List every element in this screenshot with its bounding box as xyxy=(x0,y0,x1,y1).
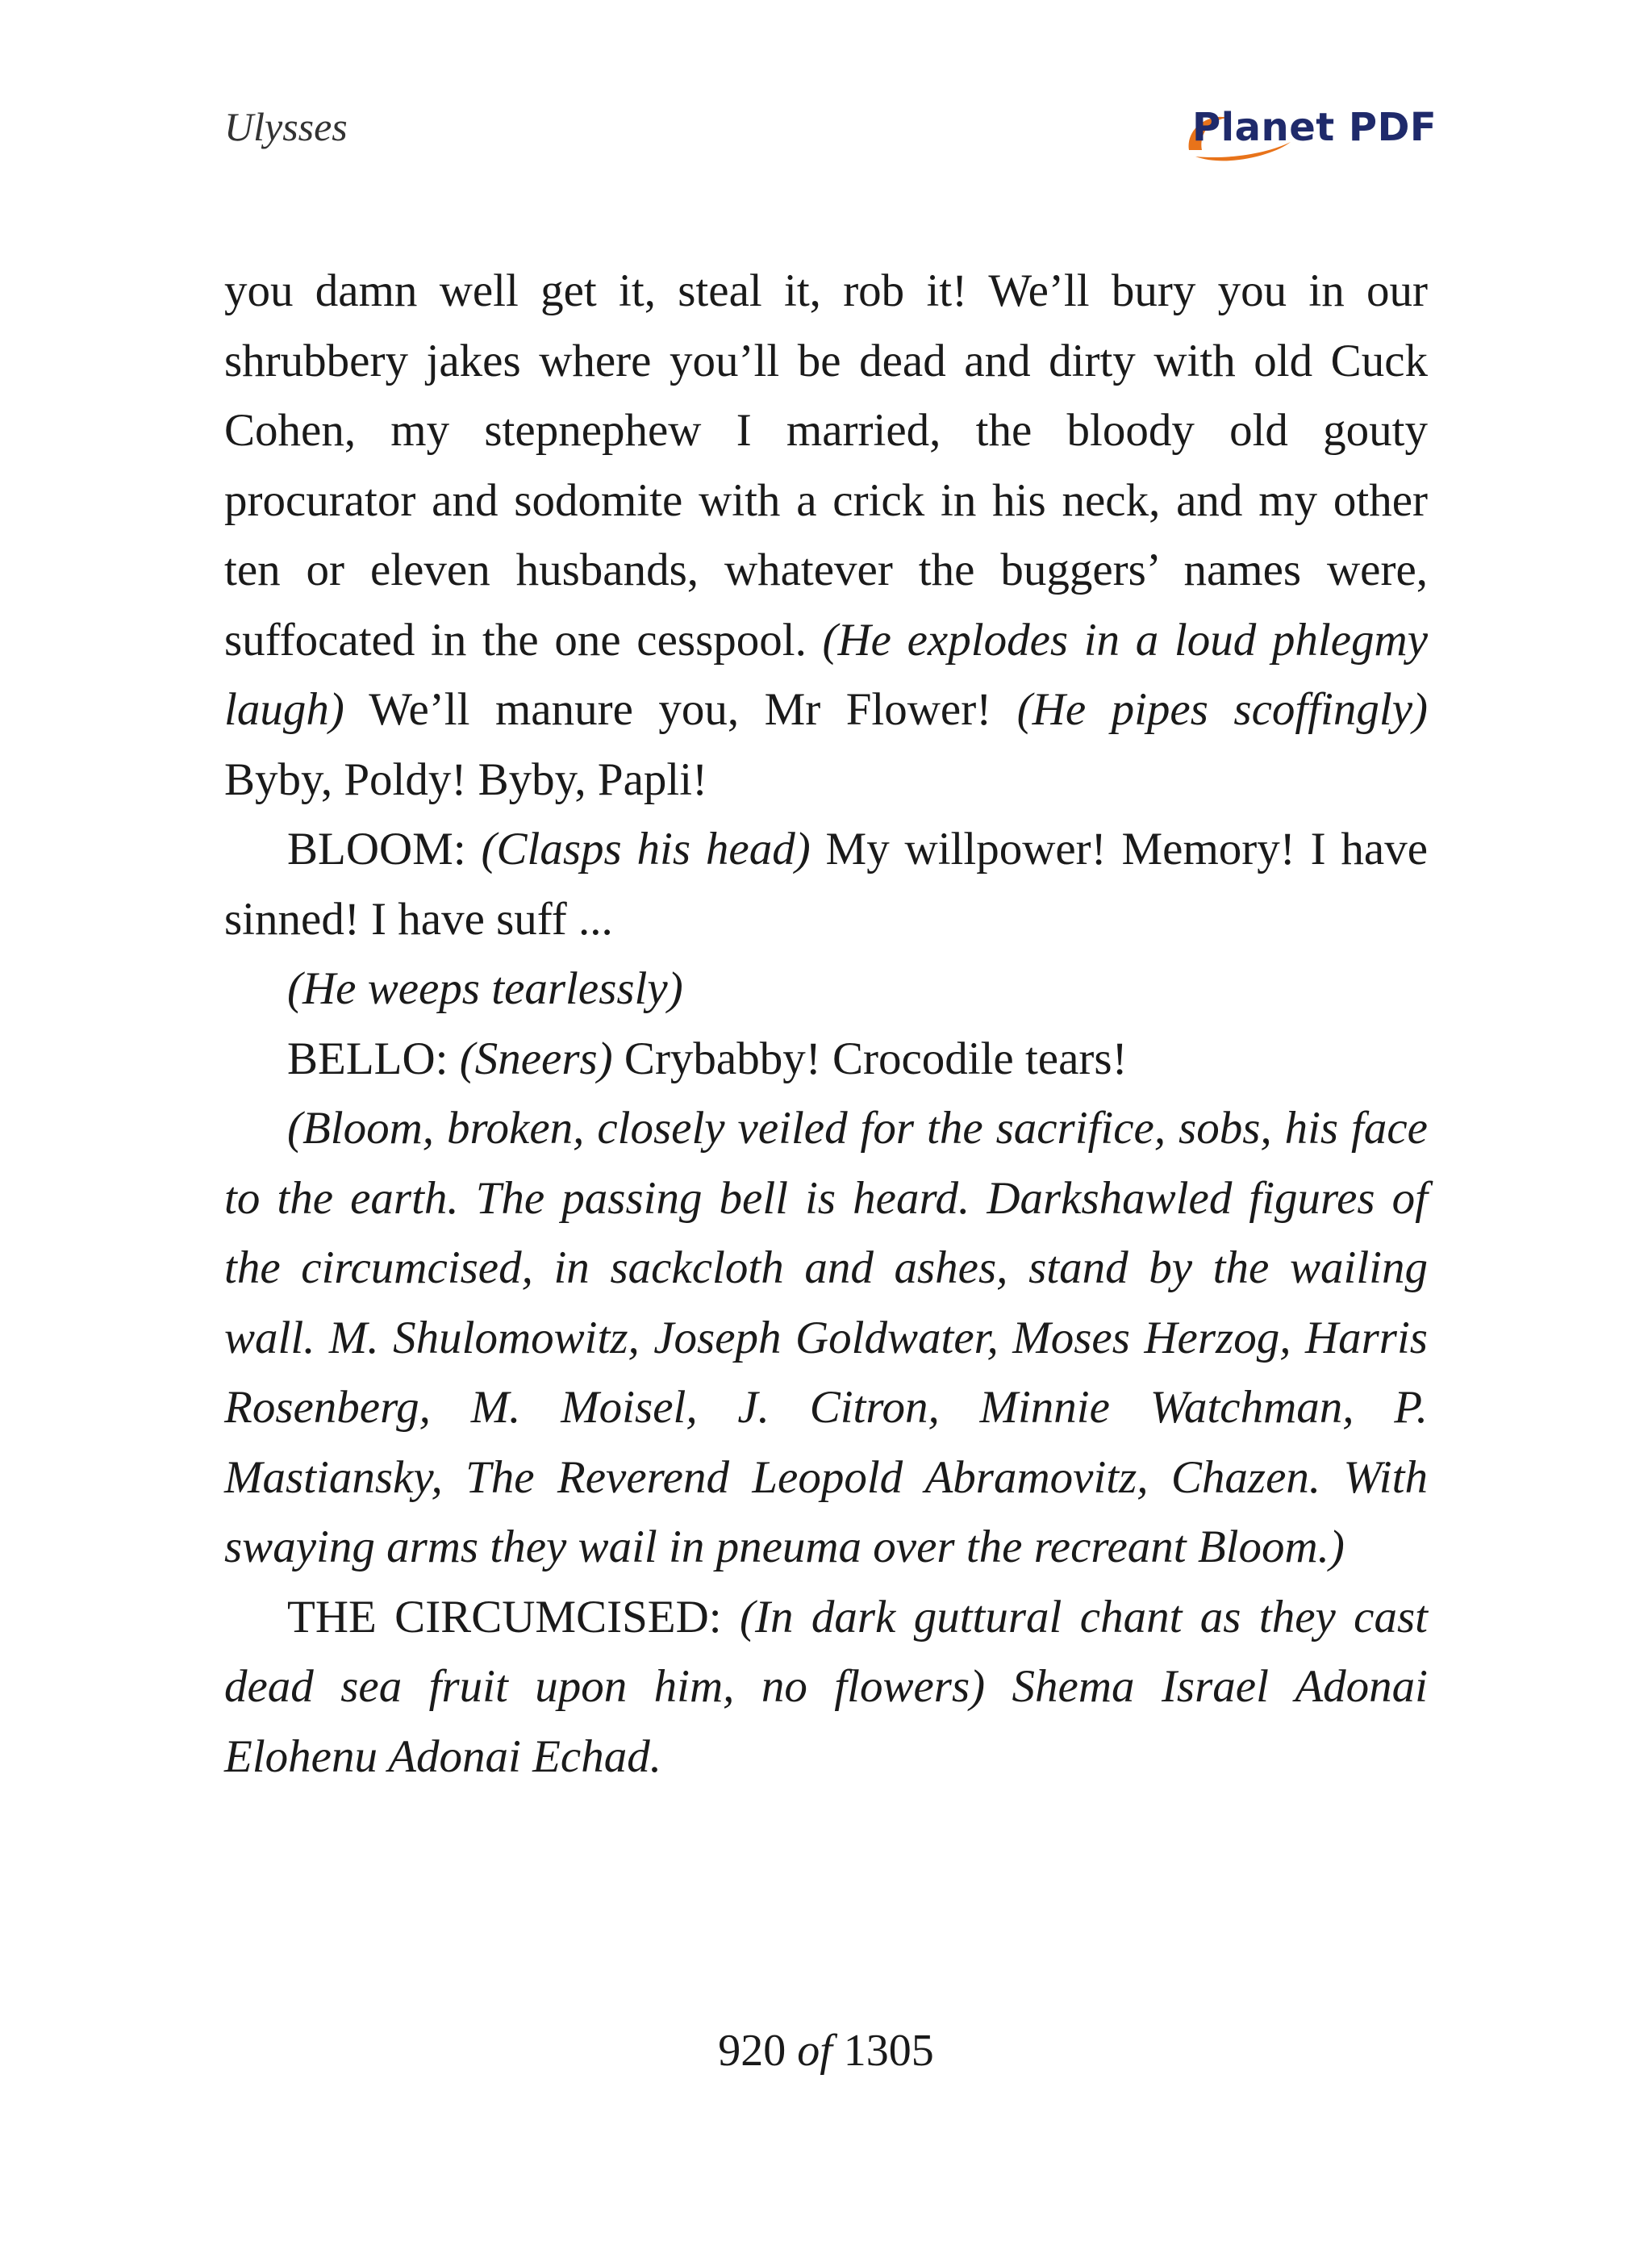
page-body xyxy=(224,257,1428,1792)
text-run: BELLO: xyxy=(287,1033,460,1084)
paragraph xyxy=(224,257,1428,815)
stage-direction: (He explodes in a loud phlegmy laugh) xyxy=(224,614,1428,735)
planet-pdf-logo[interactable] xyxy=(1178,103,1437,168)
text-run: Crybabby! Crocodile tears! xyxy=(612,1033,1128,1084)
stage-direction: (He pipes scoffingly) xyxy=(1016,684,1429,735)
text-run: My willpower! Memory! I have sinned! I have suff ... xyxy=(224,824,1428,945)
stage-direction: (He weeps tearlessly) xyxy=(287,963,683,1014)
book-title: Ulysses xyxy=(224,104,348,149)
total-pages: 1305 xyxy=(843,2026,934,2076)
text-run: THE CIRCUMCISED: xyxy=(287,1591,740,1642)
text-run: Byby, Poldy! Byby, Papli! xyxy=(224,753,708,805)
text-run: you damn well get it, steal it, rob it! We’ll bury you in our shrubbery jakes where you’ll be dead and dirty with old Cuck Cohen, my stepnephew I married, the bloody old gouty procurator and sodomite with a crick in his neck, and my other ten or eleven husbands, whatever the buggers’ names were, suffocated in the one cesspool. xyxy=(224,265,1428,666)
current-page: 920 xyxy=(718,2026,786,2076)
paragraph xyxy=(224,1025,1428,1095)
stage-direction: (Sneers) xyxy=(459,1033,613,1084)
logo-text: Planet PDF xyxy=(1192,105,1437,150)
paragraph xyxy=(224,815,1428,954)
text-run: BLOOM: xyxy=(287,824,482,874)
paragraph xyxy=(224,1094,1428,1583)
paragraph xyxy=(224,954,1428,1025)
text-run: We’ll manure you, Mr Flower! xyxy=(344,684,1017,735)
paragraph xyxy=(224,1583,1428,1793)
of-label: of xyxy=(797,2026,832,2076)
stage-direction: (In dark guttural chant as they cast dead sea fruit upon him, no flowers) Shema Israel Adonai Elohenu Adonai Echad. xyxy=(224,1591,1428,1782)
page-number xyxy=(0,2025,1652,2077)
stage-direction: (Bloom, broken, closely veiled for the sacrifice, sobs, his face to the earth. The passing bell is heard. Darkshawled figures of the circumcised, in sackcloth and ashes, stand by the wailing wall. M. Shulomowitz, Joseph Goldwater, Moses Herzog, Harris Rosenberg, M. Moisel, J. Citron, Minnie Watchman, P. Mastiansky, The Reverend Leopold Abramovitz, Chazen. With swaying arms they wail in pneuma over the recreant Bloom.) xyxy=(224,1103,1428,1572)
stage-direction: (Clasps his head) xyxy=(481,824,811,874)
